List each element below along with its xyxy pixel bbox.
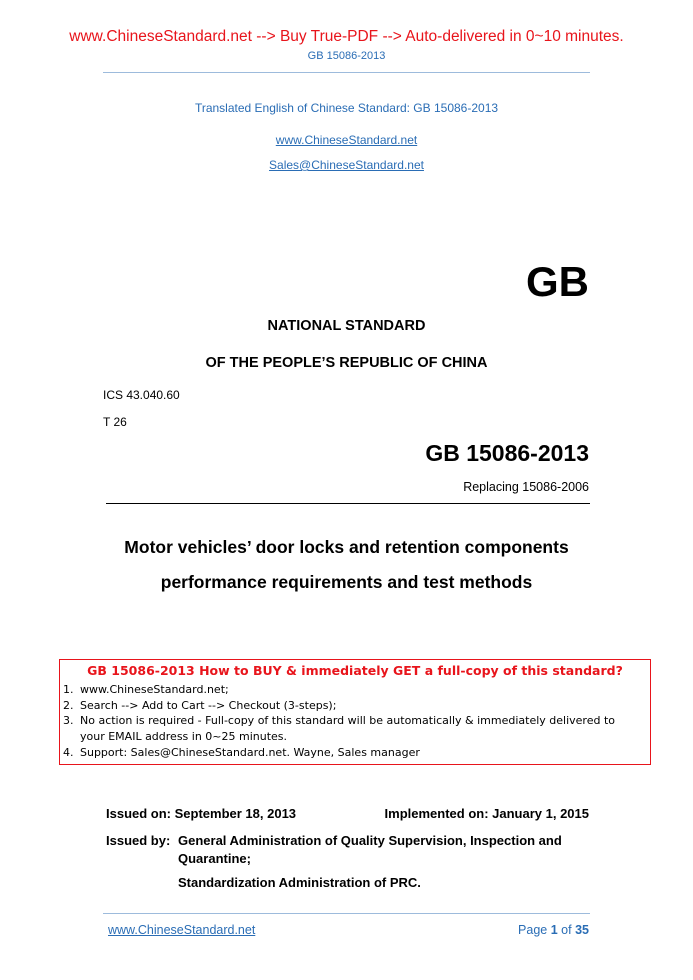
list-item (63, 729, 644, 745)
t-code: T 26 (103, 415, 127, 429)
page-current: 1 (550, 923, 558, 937)
page-total: 35 (575, 923, 589, 937)
list-item-text: No action is required - Full-copy of this standard will be automatically & immediately delivered to (80, 714, 616, 728)
prc-heading: OF THE PEOPLE’S REPUBLIC OF CHINA (205, 355, 488, 371)
list-item-number: 1. (63, 683, 74, 696)
replacing-note: Replacing 15086-2006 (463, 480, 589, 494)
header-divider (103, 72, 590, 73)
document-title-line1: Motor vehicles’ door locks and retention components (124, 537, 569, 557)
list-item-text[interactable]: www.ChineseStandard.net; (80, 683, 229, 696)
standard-number: GB 15086-2013 (425, 440, 589, 466)
list-item-text: your EMAIL address in 0~25 minutes. (80, 730, 288, 744)
footer-website-wrap (108, 923, 255, 937)
email-link-row (0, 156, 693, 174)
footer-website-link[interactable]: www.ChineseStandard.net (108, 923, 256, 937)
list-item-number: 3. (63, 714, 74, 728)
list-item (63, 745, 644, 761)
issued-by-label: Issued by: (106, 833, 171, 848)
list-item-number (63, 729, 80, 745)
list-item-number: 2. (63, 698, 74, 712)
list-item-text: Support: Sales@ChineseStandard.net. Wayne, Sales manager (80, 745, 420, 759)
page-indicator (518, 923, 589, 937)
footer-divider (103, 913, 590, 914)
list-item-text: Search --> Add to Cart --> Checkout (3-steps); (80, 698, 337, 712)
top-banner[interactable]: www.ChineseStandard.net --> Buy True-PDF --> Auto-delivered in 0~10 minutes. (69, 28, 624, 45)
website-link[interactable]: www.ChineseStandard.net (275, 133, 418, 147)
list-item-number: 4. (63, 745, 74, 759)
website-link-row (0, 131, 693, 149)
title-divider (106, 503, 590, 504)
header-standard-code: GB 15086-2013 (307, 50, 386, 62)
ics-code: ICS 43.040.60 (103, 388, 180, 402)
implemented-on-date: Implemented on: January 1, 2015 (384, 806, 589, 821)
issuer-line2: Quarantine; (178, 851, 251, 866)
issuer-line1: General Administration of Quality Supervision, Inspection and (178, 833, 562, 848)
list-item (63, 713, 644, 729)
page-of: of (561, 923, 572, 937)
list-item (63, 682, 644, 698)
gb-mark: GB (526, 258, 589, 305)
national-standard-heading: NATIONAL STANDARD (267, 318, 426, 334)
buy-instructions-box (59, 659, 651, 765)
email-link[interactable]: Sales@ChineseStandard.net (269, 158, 424, 172)
issued-on-date: Issued on: September 18, 2013 (106, 806, 297, 821)
list-item (63, 698, 644, 714)
buy-box-heading: GB 15086-2013 How to BUY & immediately GET a full-copy of this standard? (87, 663, 623, 678)
page-label: Page (518, 923, 548, 937)
translated-notice: Translated English of Chinese Standard: GB 15086-2013 (194, 101, 499, 115)
buy-steps-list (63, 682, 644, 761)
issuer-line3: Standardization Administration of PRC. (178, 875, 421, 890)
document-title-line2: performance requirements and test methods (160, 572, 533, 592)
